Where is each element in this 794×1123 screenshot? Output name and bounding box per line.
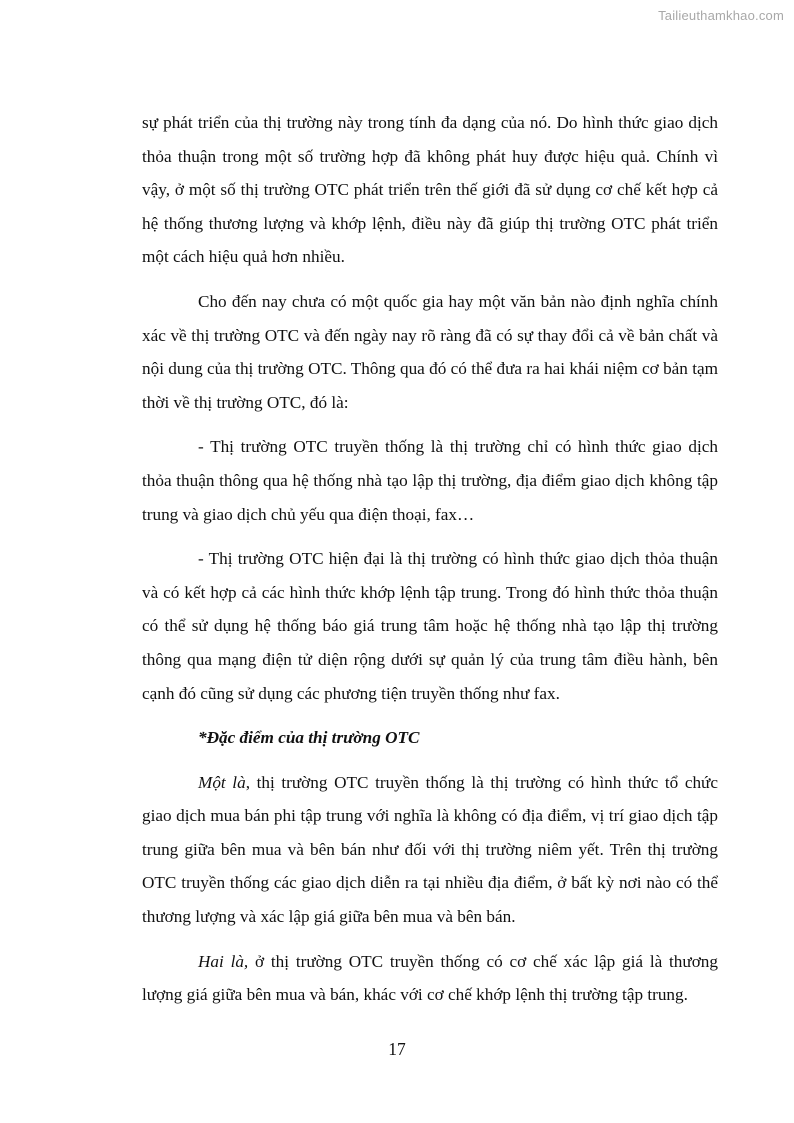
heading-text: *Đặc điểm của thị trường OTC [198,728,420,748]
watermark: Tailieuthamkhao.com [658,8,784,23]
paragraph-traditional-otc: - Thị trường OTC truyền thống là thị trường chỉ có hình thức giao dịch thỏa thuận thông qua hệ thống nhà tạo lập thị trường, địa điểm giao dịch không tập trung và giao dịch chủ yếu qua điện thoại, fax… [142,437,718,524]
page-number: 17 [388,1039,406,1059]
feature-one-body: , thị trường OTC truyền thống là thị trường có hình thức tổ chức giao dịch mua bán phi tập trung với nghĩa là không có địa điểm, vị trí giao dịch tập trung giữa bên mua và bên bán như đối với thị trường niêm yết. Trên thị trường OTC truyền thống các giao dịch diễn ra tại nhiều địa điểm, ở bất kỳ nơi nào có thể thương lượng và xác lập giá giữa bên mua và bên bán. [142,772,719,927]
paragraph-feature-one [142,766,718,934]
paragraph-definition-intro: Cho đến nay chưa có một quốc gia hay một văn bản nào định nghĩa chính xác về thị trường OTC và đến ngày nay rõ ràng đã có sự thay đổi cả về bản chất và nội dung của thị trường OTC. Thông qua đó có thể đưa ra hai khái niệm cơ bản tạm thời về thị trường OTC, đó là: [142,291,718,412]
feature-one-lead: Một là [198,772,246,792]
feature-two-lead: Hai là, [198,951,249,971]
document-body [142,106,718,1023]
paragraph-modern-otc: - Thị trường OTC hiện đại là thị trường có hình thức giao dịch thỏa thuận và có kết hợp cả các hình thức khớp lệnh tập trung. Trong đó hình thức thỏa thuận có thể sử dụng hệ thống báo giá trung tâm hoặc hệ thống nhà tạo lập thị trường thông qua mạng điện tử diện rộng dưới sự quản lý của trung tâm điều hành, bên cạnh đó cũng sử dụng các phương tiện truyền thống như fax. [142,549,718,703]
section-heading [142,721,718,755]
paragraph-continuation: sự phát triển của thị trường này trong tính đa dạng của nó. Do hình thức giao dịch thỏa thuận trong một số trường hợp đã không phát huy được hiệu quả. Chính vì vậy, ở một số thị trường OTC phát triển trên thế giới đã sử dụng cơ chế kết hợp cả hệ thống thương lượng và khớp lệnh, điều này đã giúp thị trường OTC phát triển một cách hiệu quả hơn nhiều. [142,113,718,267]
paragraph-feature-two [142,945,718,1012]
feature-two-body: ở thị trường OTC truyền thống có cơ chế xác lập giá là thương lượng giá giữa bên mua và bán, khác với cơ chế khớp lệnh thị trường tập trung. [142,951,718,1005]
